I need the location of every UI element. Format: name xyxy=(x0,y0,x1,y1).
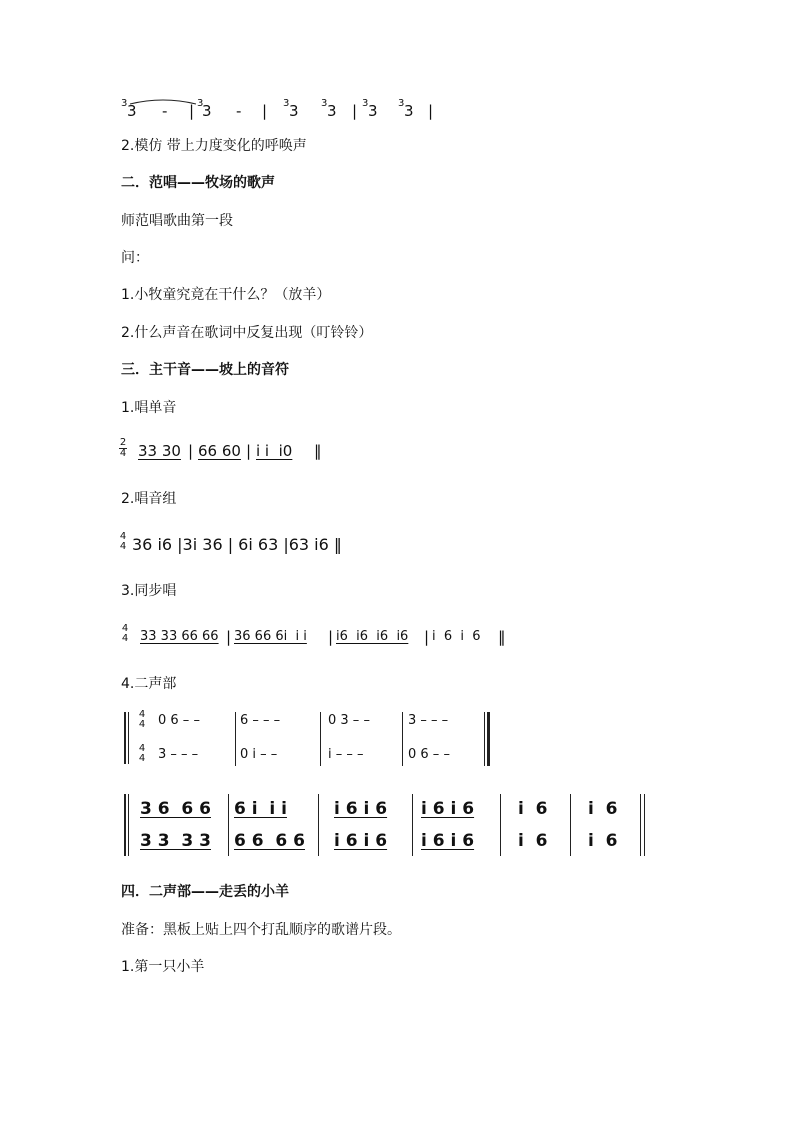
score-sync xyxy=(118,622,518,654)
section-heading-2: 二．范唱——牧场的歌声 xyxy=(121,175,275,191)
top-measure-4: i 6 i 6 xyxy=(421,799,475,819)
barline: | xyxy=(424,628,430,646)
note-groups: 36 i6 |3i 36 | 6i 63 |63 i6 ‖ xyxy=(132,535,342,554)
group-2: 36 66 6i i i xyxy=(234,629,307,644)
bottom-measure-4: i 6 i 6 xyxy=(421,831,475,851)
bottom-measure-1: 3 – – – xyxy=(158,747,199,762)
section-heading-4: 四．二声部——走丢的小羊 xyxy=(121,884,289,900)
barline: | xyxy=(328,628,334,646)
score-single-notes xyxy=(118,436,322,468)
barline xyxy=(228,794,229,856)
top-measure-6: i 6 xyxy=(588,799,618,819)
barline: | xyxy=(189,102,195,120)
barline: | xyxy=(188,442,194,460)
time-signature: 4 4 xyxy=(119,531,127,552)
section-heading-3: 三．主干音——坡上的音符 xyxy=(121,362,289,378)
time-signature-bottom: 4 4 xyxy=(138,743,146,764)
grace-note: 3 xyxy=(362,98,369,109)
brace xyxy=(124,794,126,856)
final-barline: ‖ xyxy=(498,628,506,646)
final-barline xyxy=(644,794,645,856)
barline xyxy=(402,712,403,766)
top-measure-4: 3 – – – xyxy=(408,713,449,728)
group-4: i 6 i 6 xyxy=(432,629,481,644)
top-measure-2: 6 – – – xyxy=(240,713,281,728)
group-3: i6 i6 i6 i6 xyxy=(336,629,409,644)
note: 3 xyxy=(368,102,378,120)
bottom-measure-5: i 6 xyxy=(518,831,548,851)
brace xyxy=(128,712,129,764)
step-single-notes: 1.唱单音 xyxy=(121,400,177,416)
grace-note: 3 xyxy=(197,98,204,109)
line-demo-sing: 师范唱歌曲第一段 xyxy=(121,213,233,229)
question-2: 2.什么声音在歌词中反复出现（叮铃铃） xyxy=(121,325,373,341)
barline xyxy=(318,794,319,856)
score-two-part xyxy=(118,708,498,770)
step-note-groups: 2.唱音组 xyxy=(121,491,177,507)
top-measure-3: i 6 i 6 xyxy=(334,799,388,819)
note: 3 xyxy=(127,102,137,120)
barline: | xyxy=(352,102,358,120)
grace-note: 3 xyxy=(121,98,128,109)
measure-2: 66 60 xyxy=(198,442,241,460)
note: 3 xyxy=(327,102,337,120)
bottom-measure-3: i 6 i 6 xyxy=(334,831,388,851)
barline: | xyxy=(246,442,252,460)
note: 3 xyxy=(202,102,212,120)
time-signature: $\frac{2}{4}$ xyxy=(119,437,127,459)
final-barline: ‖ xyxy=(314,442,322,460)
line-ask: 问： xyxy=(121,250,149,266)
step-two-part: 4.二声部 xyxy=(121,676,177,692)
barline xyxy=(320,712,321,766)
brace xyxy=(124,712,126,764)
barline xyxy=(235,712,236,766)
bottom-measure-6: i 6 xyxy=(588,831,618,851)
group-1: 33 33 66 66 xyxy=(140,629,219,644)
measure-3: i i i0 xyxy=(256,442,293,460)
barline: | xyxy=(262,102,268,120)
top-measure-2: 6 i i i xyxy=(234,799,287,819)
barline xyxy=(570,794,571,856)
line-mimic: 2.模仿 带上力度变化的呼唤声 xyxy=(121,138,307,154)
final-barline xyxy=(487,712,490,766)
bottom-measure-4: 0 6 – – xyxy=(408,747,450,762)
step-sync-sing: 3.同步唱 xyxy=(121,583,177,599)
time-signature-top: 4 4 xyxy=(138,709,146,730)
intro-score xyxy=(118,98,438,122)
bottom-measure-2: 6 6 6 6 xyxy=(234,831,305,851)
measure-1: 33 30 xyxy=(138,442,181,460)
question-1: 1.小牧童究竟在干什么？（放羊） xyxy=(121,287,331,303)
line-prepare: 准备：黑板上贴上四个打乱顺序的歌谱片段。 xyxy=(121,922,401,938)
grace-note: 3 xyxy=(283,98,290,109)
bottom-measure-1: 3 3 3 3 xyxy=(140,831,211,851)
top-measure-5: i 6 xyxy=(518,799,548,819)
grace-note: 3 xyxy=(321,98,328,109)
score-two-part-large xyxy=(118,790,658,860)
barline: | xyxy=(226,628,232,646)
top-measure-1: 3 6 6 6 xyxy=(140,799,211,819)
final-barline xyxy=(640,794,641,856)
final-barline xyxy=(484,712,485,766)
barline xyxy=(500,794,501,856)
line-first-lamb: 1.第一只小羊 xyxy=(121,959,205,975)
score-note-groups xyxy=(118,530,378,562)
top-measure-1: 0 6 – – xyxy=(158,713,200,728)
top-measure-3: 0 3 – – xyxy=(328,713,370,728)
note: 3 xyxy=(404,102,414,120)
bottom-measure-2: 0 i – – xyxy=(240,747,278,762)
dash: - xyxy=(162,102,168,120)
barline xyxy=(412,794,413,856)
barline: | xyxy=(428,102,434,120)
grace-note: 3 xyxy=(398,98,405,109)
note: 3 xyxy=(289,102,299,120)
dash: - xyxy=(236,102,242,120)
brace xyxy=(128,794,129,856)
time-signature: 4 4 xyxy=(121,623,129,644)
bottom-measure-3: i – – – xyxy=(328,747,364,762)
